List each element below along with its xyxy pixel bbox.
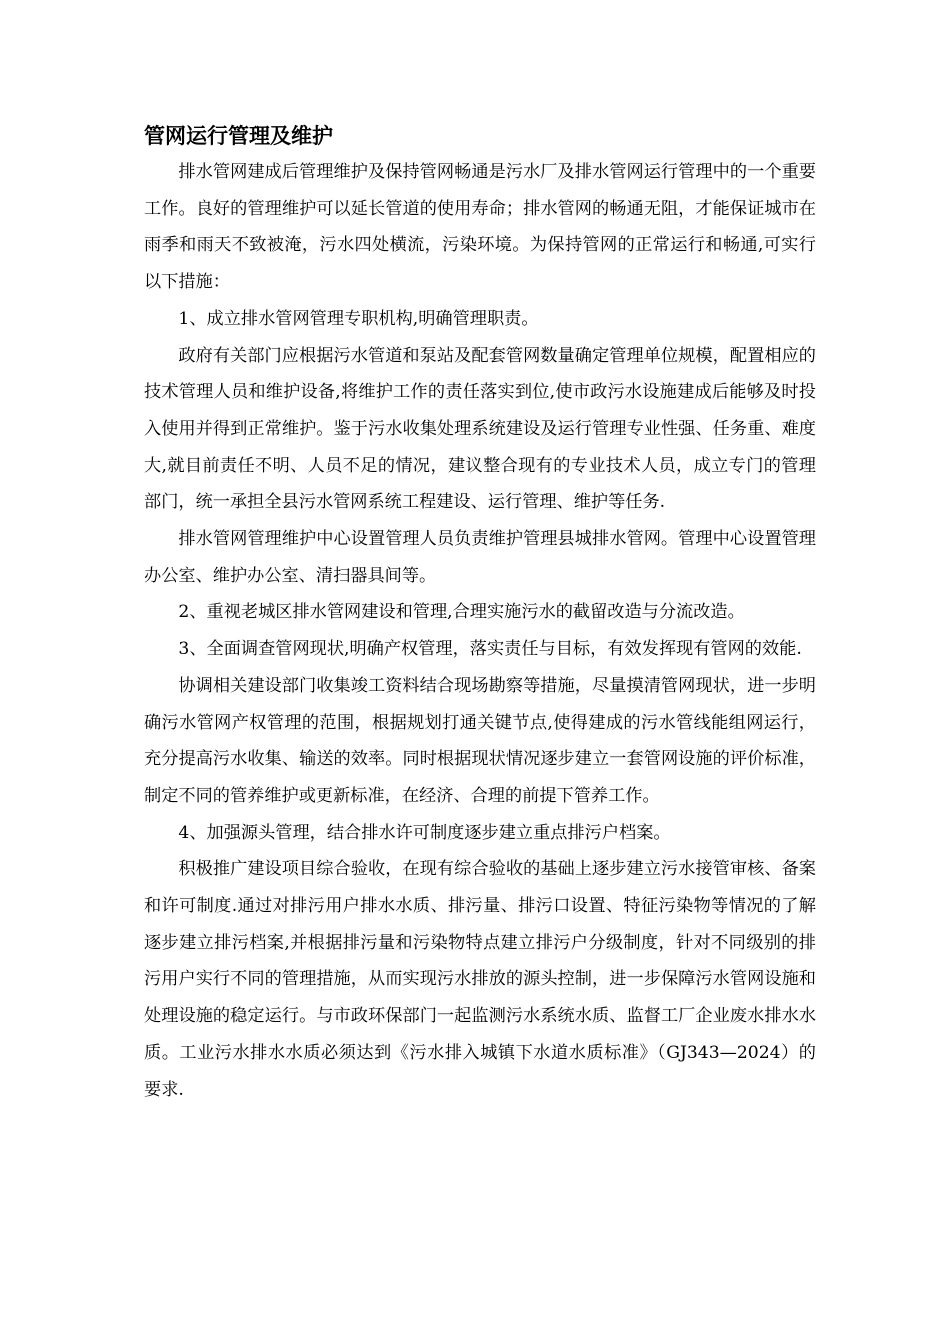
paragraph-measure-4-heading: 4、加强源头管理，结合排水许可制度逐步建立重点排污户档案。 — [178, 822, 671, 843]
paragraph-measure-1-heading: 1、成立排水管网管理专职机构,明确管理职责。 — [178, 308, 539, 329]
paragraph-measure-1-center: 排水管网管理维护中心设置管理人员负责维护管理县城排水管网。管理中心设置管理办公室、维护办公室、清扫器具间等。 — [144, 529, 816, 586]
paragraph-intro: 排水管网建成后管理维护及保持管网畅通是污水厂及排水管网运行管理中的一个重要工作。良好的管理维护可以延长管道的使用寿命；排水管网的畅通无阻，才能保证城市在雨季和雨天不致被淹，污水四处横流，污染环境。为保持管网的正常运行和畅通,可实行以下措施： — [144, 162, 816, 293]
document-body — [144, 118, 816, 1108]
paragraph-measure-3-body: 协调相关建设部门收集竣工资料结合现场勘察等措施，尽量摸清管网现状，进一步明确污水管网产权管理的范围，根据规划打通关键节点,使得建成的污水管线能组网运行，充分提高污水收集、输送的效率。同时根据现状情况逐步建立一套管网设施的评价标准，制定不同的管养维护或更新标准，在经济、合理的前提下管养工作。 — [144, 675, 816, 806]
document-title: 管网运行管理及维护 — [144, 124, 333, 148]
paragraph-measure-4-body: 积极推广建设项目综合验收，在现有综合验收的基础上逐步建立污水接管审核、备案和许可制度.通过对排污用户排水水质、排污量、排污口设置、特征污染物等情况的了解逐步建立排污档案,并根据排污量和污染物特点建立排污户分级制度，针对不同级别的排污用户实行不同的管理措施，从而实现污水排放的源头控制，进一步保障污水管网设施和处理设施的稳定运行。与市政环保部门一起监测污水系统水质、监督工厂企业废水排水水质。工业污水排水水质必须达到《污水排入城镇下水道水质标准》（GJ343—2024）的要求. — [144, 859, 816, 1100]
paragraph-measure-3-heading: 3、全面调查管网现状,明确产权管理，落实责任与目标，有效发挥现有管网的效能. — [178, 639, 802, 660]
paragraph-measure-1-body: 政府有关部门应根据污水管道和泵站及配套管网数量确定管理单位规模，配置相应的技术管理人员和维护设备,将维护工作的责任落实到位,使市政污水设施建成后能够及时投入使用并得到正常维护。鉴于污水收集处理系统建设及运行管理专业性强、任务重、难度大,就目前责任不明、人员不足的情况，建议整合现有的专业技术人员，成立专门的管理部门，统一承担全县污水管网系统工程建设、运行管理、维护等任务. — [144, 345, 816, 513]
paragraph-measure-2-heading: 2、重视老城区排水管网建设和管理,合理实施污水的截留改造与分流改造。 — [178, 602, 745, 623]
